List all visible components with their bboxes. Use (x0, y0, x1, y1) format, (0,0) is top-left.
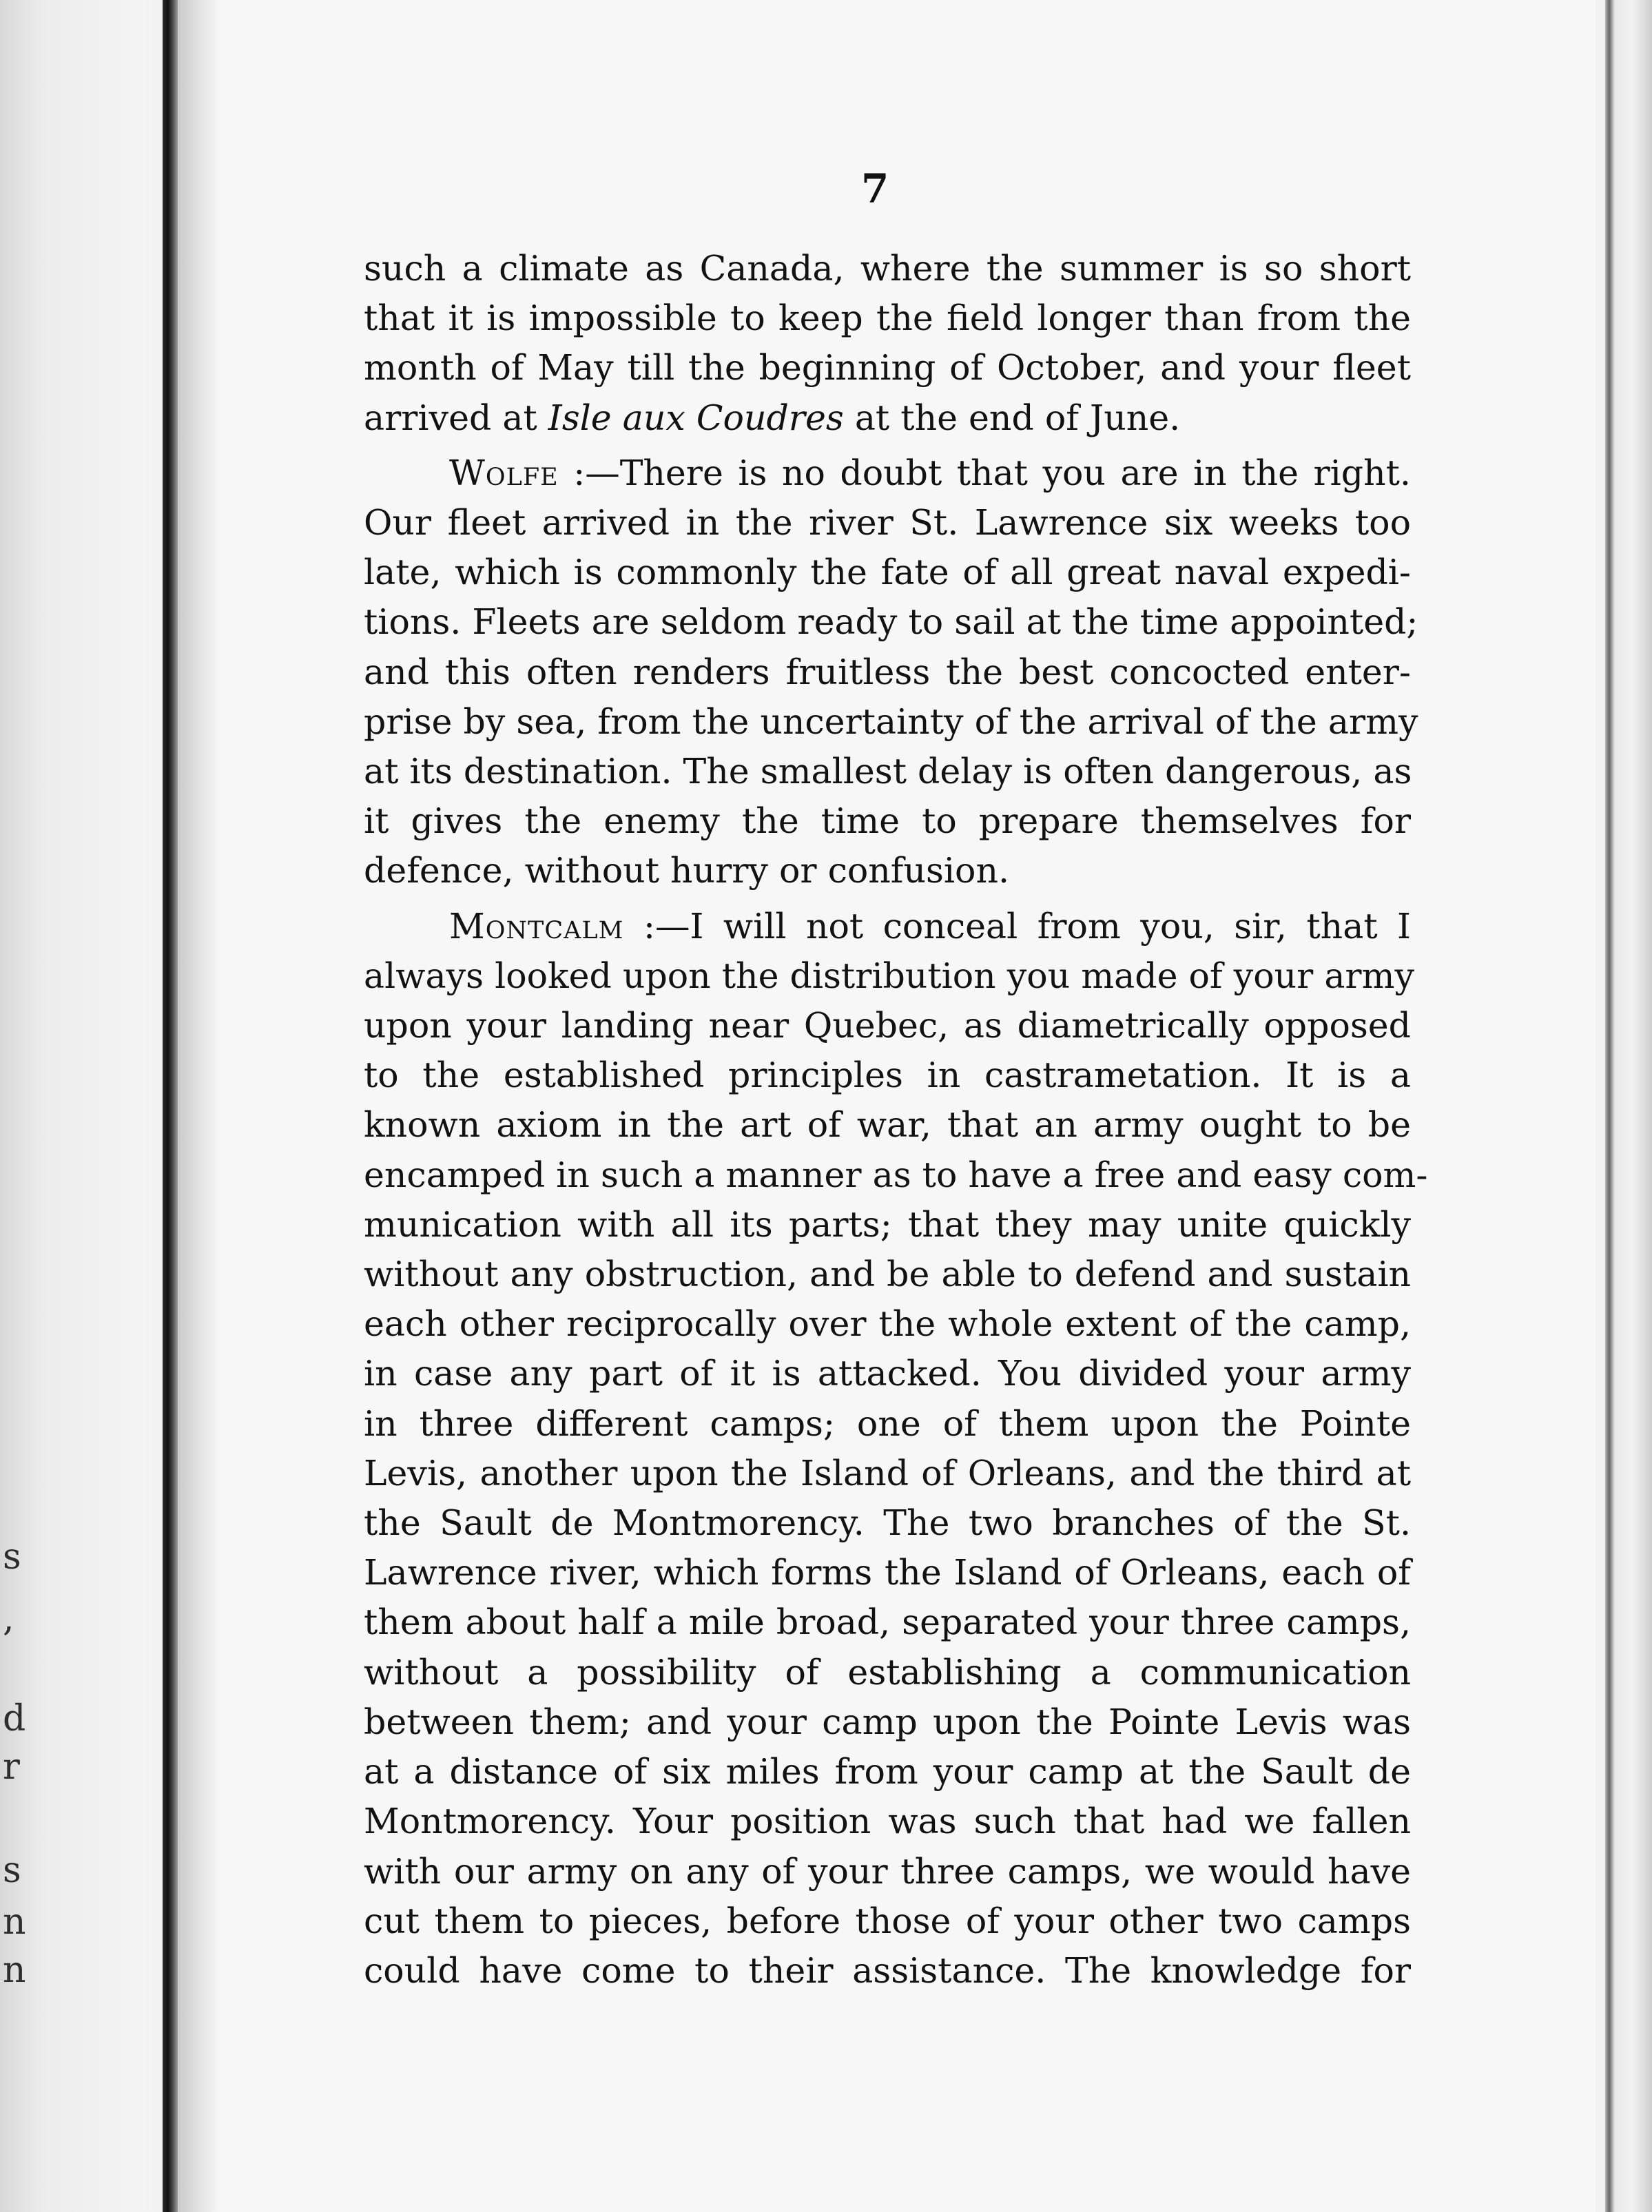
page-number: 7 (861, 165, 889, 212)
body-text (364, 244, 1428, 1996)
text-line: always looked upon the distribution you made of your army (364, 955, 1414, 996)
text-line: Lawrence river, which forms the Island of Orleans, each of (364, 1552, 1411, 1593)
paragraph-2 (364, 448, 1418, 896)
paragraph-1 (364, 244, 1411, 443)
text-line: with our army on any of your three camps, we would have (364, 1850, 1411, 1892)
text-line: upon your landing near Quebec, as diametrically opposed (364, 1005, 1411, 1046)
text-line: arrived at Isle aux Coudres at the end of June. (364, 397, 1181, 438)
bleed-glyph: s (3, 1536, 21, 1578)
text-line: the Sault de Montmorency. The two branches of the St. (364, 1502, 1411, 1544)
text-line: without a possibility of establishing a communication (364, 1651, 1411, 1693)
place-name: Isle aux Coudres (548, 397, 844, 438)
text-line: could have come to their assistance. The knowledge for (364, 1950, 1411, 1991)
text-line: Levis, another upon the Island of Orleans, and the third at (364, 1452, 1411, 1493)
text-line: in case any part of it is attacked. You divided your army (364, 1353, 1411, 1394)
bleed-glyph: , (3, 1598, 14, 1640)
text-line: at its destination. The smallest delay is often dangerous, as (364, 751, 1412, 792)
text-line: without any obstruction, and be able to defend and sustain (364, 1254, 1411, 1295)
text-line: tions. Fleets are seldom ready to sail at the time appointed; (364, 601, 1418, 643)
text-line: and this often renders fruitless the best concocted enter- (364, 651, 1411, 692)
text-line: cut them to pieces, before those of your other two camps (364, 1900, 1411, 1941)
bleed-glyph: r (3, 1746, 20, 1788)
text-line: such a climate as Canada, where the summer is so short (364, 248, 1411, 289)
text-line: encamped in such a manner as to have a free and easy com- (364, 1154, 1428, 1195)
text-line: munication with all its parts; that they may unite quickly (364, 1203, 1411, 1245)
text-line: defence, without hurry or confusion. (364, 850, 1010, 891)
bleed-glyph: n (3, 1950, 26, 1991)
bleed-glyph: s (3, 1850, 21, 1891)
bleed-glyph: d (3, 1698, 26, 1739)
text-line: them about half a mile broad, separated your three camps, (364, 1602, 1411, 1643)
speaker-name: Wolfe (449, 452, 559, 493)
text-line: known axiom in the art of war, that an army ought to be (364, 1104, 1411, 1146)
text-line: each other reciprocally over the whole extent of the camp, (364, 1303, 1411, 1345)
text-line: Montcalm :—I will not conceal from you, sir, that I (449, 905, 1411, 947)
text-line: in three different camps; one of them upon the Pointe (364, 1403, 1411, 1444)
text-line: Wolfe :—There is no doubt that you are in the right. (449, 452, 1411, 493)
paragraph-3 (364, 902, 1428, 1996)
text-line: Montmorency. Your position was such that had we fallen (364, 1801, 1411, 1842)
text-line: that it is impossible to keep the field longer than from the (364, 298, 1411, 339)
text-line: between them; and your camp upon the Pointe Levis was (364, 1701, 1411, 1742)
speaker-name: Montcalm (449, 905, 624, 947)
page-right-edge (1605, 0, 1652, 2212)
text-line: late, which is commonly the fate of all great naval expedi- (364, 552, 1411, 593)
text-line: to the established principles in castrametation. It is a (364, 1055, 1411, 1096)
spine-shadow (178, 0, 219, 2212)
book-spine (163, 0, 178, 2212)
text-line: month of May till the beginning of October, and your fleet (364, 347, 1411, 389)
text-line: Our fleet arrived in the river St. Lawrence six weeks too (364, 502, 1411, 544)
text-line: prise by sea, from the uncertainty of the arrival of the army (364, 701, 1418, 742)
text-line: at a distance of six miles from your camp at the Sault de (364, 1751, 1411, 1792)
bleed-glyph: n (3, 1901, 26, 1943)
text-line: it gives the enemy the time to prepare themselves for (364, 800, 1411, 842)
